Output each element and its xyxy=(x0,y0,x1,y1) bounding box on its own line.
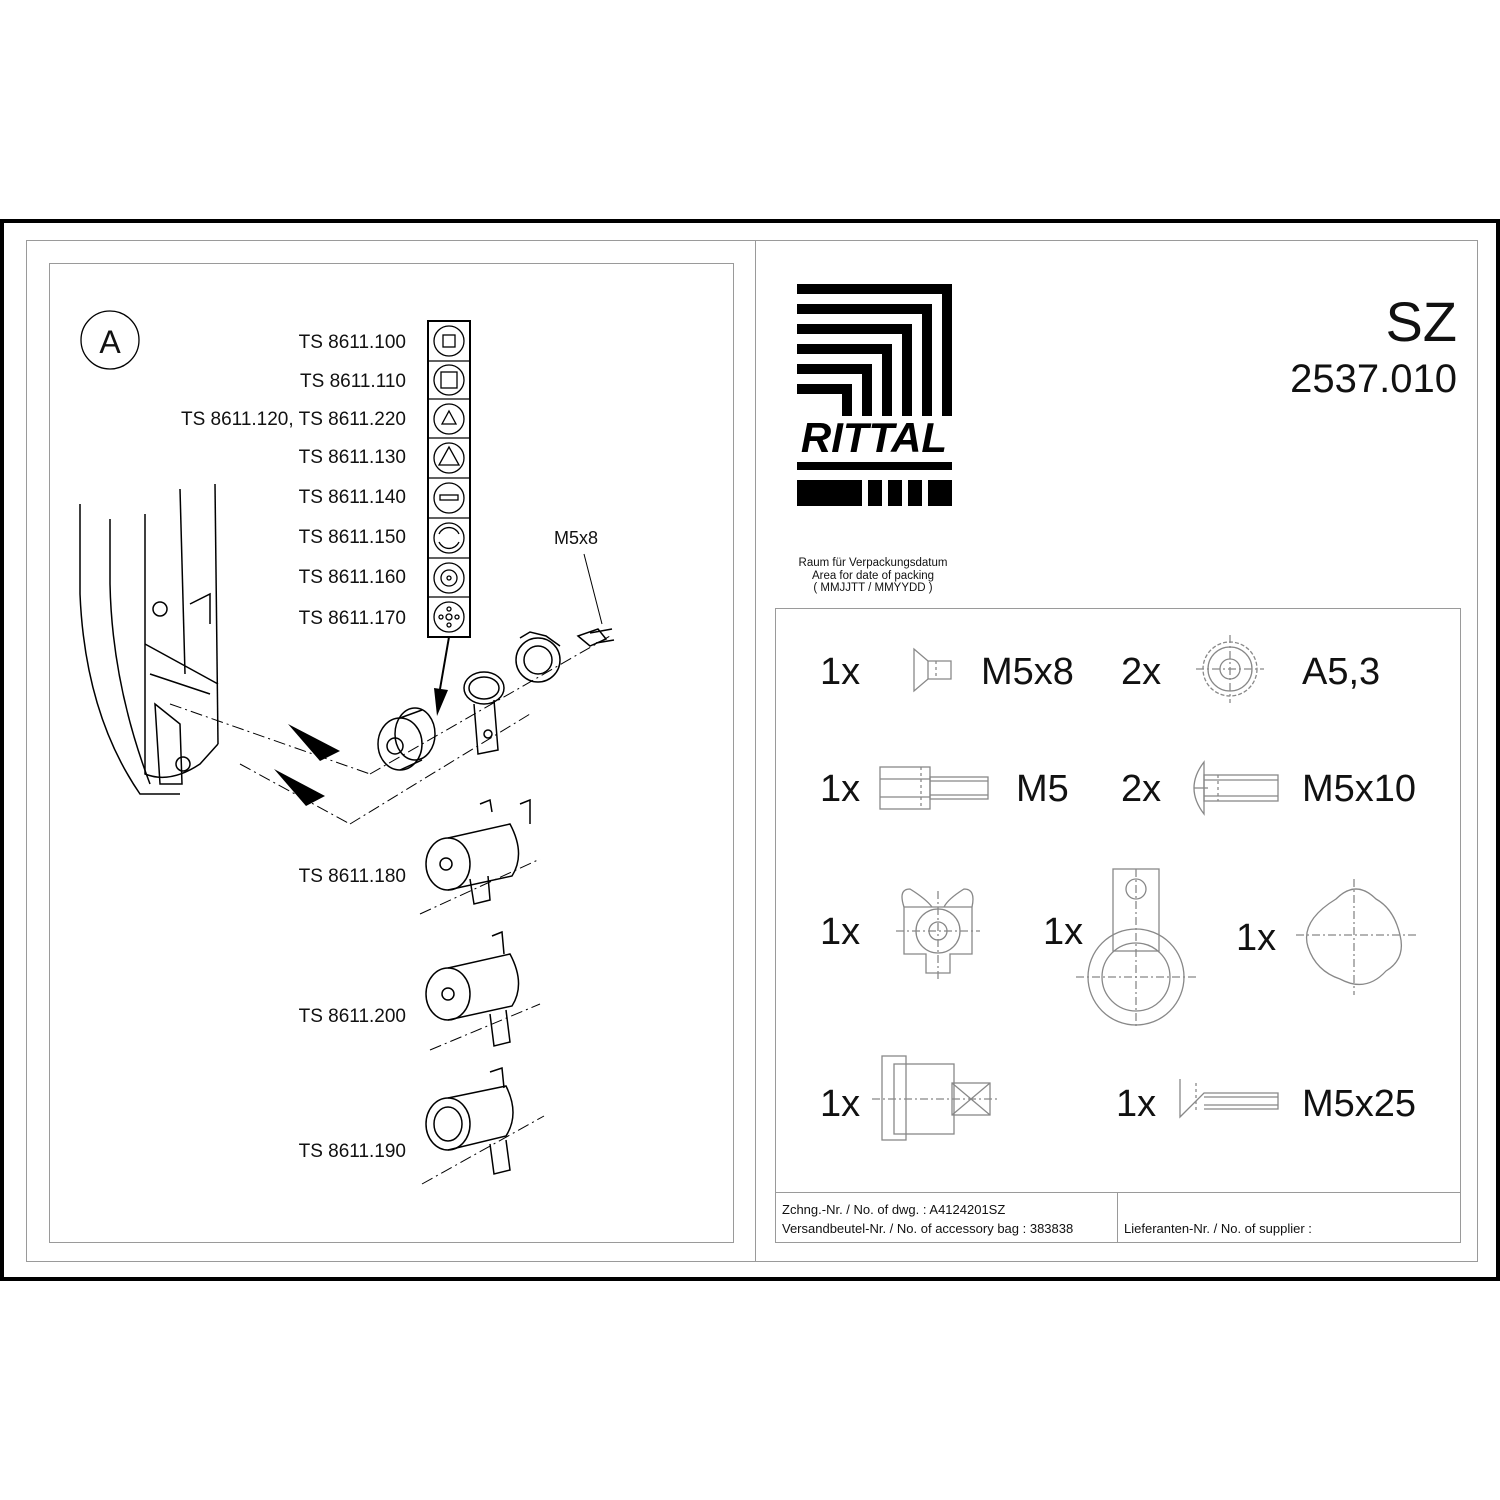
strip-arrow-line xyxy=(440,637,449,689)
part-qty-m5x25: 1x xyxy=(1116,1083,1157,1125)
cylinder-200 xyxy=(426,932,540,1050)
variant-strip-dividers xyxy=(428,361,470,597)
product-title: SZ xyxy=(1385,290,1457,353)
footer-column-separator xyxy=(1117,1192,1118,1242)
large-triangle-insert-icon xyxy=(434,443,464,473)
part-qty-m5x10: 2x xyxy=(1121,768,1162,810)
accessory-bag-number: Versandbeutel-Nr. / No. of accessory bag : 383838 xyxy=(782,1221,1074,1236)
slot-insert-icon xyxy=(434,483,464,513)
part-spec-m5x10: M5x10 xyxy=(1302,768,1417,810)
cylinder-label-200: TS 8611.200 xyxy=(298,1006,406,1027)
variant-label-150: TS 8611.150 xyxy=(298,527,406,548)
assembly-panel xyxy=(49,263,734,1243)
serrated-washer-icon xyxy=(1196,635,1264,703)
pan-head-screw-icon xyxy=(1194,762,1278,814)
triangle-insert-icon xyxy=(434,404,464,434)
countersunk-screw-icon xyxy=(914,649,951,691)
part-qty-square-drive: 1x xyxy=(820,1083,861,1125)
packing-date-area xyxy=(773,557,973,595)
variant-label-120-220: TS 8611.120, TS 8611.220 xyxy=(180,409,406,430)
rittal-logo xyxy=(797,284,952,506)
door-profile xyxy=(80,484,218,794)
variant-label-160: TS 8611.160 xyxy=(298,567,406,588)
packing-line-de: Raum für Verpackungsdatum xyxy=(798,557,948,569)
part-qty-a53: 2x xyxy=(1121,651,1162,693)
cylinder-label-180: TS 8611.180 xyxy=(298,866,406,887)
assembly-axes xyxy=(170,636,610,824)
panel-divider xyxy=(755,241,756,1261)
drawing-frame xyxy=(26,240,1478,1262)
part-spec-m5x25: M5x25 xyxy=(1302,1083,1417,1125)
part-qty-m5x8: 1x xyxy=(820,651,861,693)
part-spec-m5x8: M5x8 xyxy=(981,651,1074,693)
cylinder-label-190: TS 8611.190 xyxy=(298,1141,406,1162)
arrows-insert-icon xyxy=(434,523,464,553)
square-drive-insert-icon xyxy=(872,1056,1000,1140)
variant-label-130: TS 8611.130 xyxy=(298,447,406,468)
screw-label: M5x8 xyxy=(554,528,599,548)
variant-label-110: TS 8611.110 xyxy=(300,371,406,392)
cylinder-190 xyxy=(422,1068,544,1184)
part-qty-latch-ring: 1x xyxy=(1043,911,1084,953)
strip-arrow-head xyxy=(434,688,448,716)
packing-line-format: ( MMJJTT / MMYYDD ) xyxy=(813,582,933,594)
drawing-sheet xyxy=(0,219,1500,1281)
large-square-insert-icon xyxy=(434,365,464,395)
view-marker-label: A xyxy=(99,324,121,360)
lobed-disc-icon xyxy=(1296,879,1416,995)
threaded-bolt-icon xyxy=(880,767,988,809)
part-spec-m5: M5 xyxy=(1016,768,1069,810)
parts-list-box xyxy=(775,608,1461,1243)
supplier-number: Lieferanten-Nr. / No. of supplier : xyxy=(1124,1221,1312,1236)
variant-label-170: TS 8611.170 xyxy=(298,608,406,629)
part-qty-cam-adapter: 1x xyxy=(820,911,861,953)
cylinder-180 xyxy=(420,800,540,914)
part-qty-lobed-disc: 1x xyxy=(1236,917,1277,959)
variant-label-100: TS 8611.100 xyxy=(298,332,406,353)
variant-label-140: TS 8611.140 xyxy=(298,487,406,508)
part-qty-m5: 1x xyxy=(820,768,861,810)
rittal-wordmark: RITTAL xyxy=(800,414,948,461)
part-spec-a53: A5,3 xyxy=(1302,651,1381,693)
cam-adapter-icon xyxy=(896,889,980,979)
long-countersunk-screw-icon xyxy=(1180,1079,1278,1117)
four-hole-insert-icon xyxy=(434,602,464,632)
square-insert-icon xyxy=(434,326,464,356)
article-number: 2537.010 xyxy=(1290,357,1457,401)
double-bit-insert-icon xyxy=(434,563,464,593)
footer-separator xyxy=(776,1192,1460,1193)
screw-leader-line xyxy=(584,554,602,624)
latch-ring-icon xyxy=(1076,869,1196,1029)
insert-arrow-lower xyxy=(274,769,325,806)
insert-arrow-upper xyxy=(288,724,340,761)
packing-line-en: Area for date of packing xyxy=(811,569,935,582)
drawing-number: Zchng.-Nr. / No. of dwg. : A4124201SZ xyxy=(782,1202,1006,1217)
variant-strip xyxy=(428,321,470,637)
